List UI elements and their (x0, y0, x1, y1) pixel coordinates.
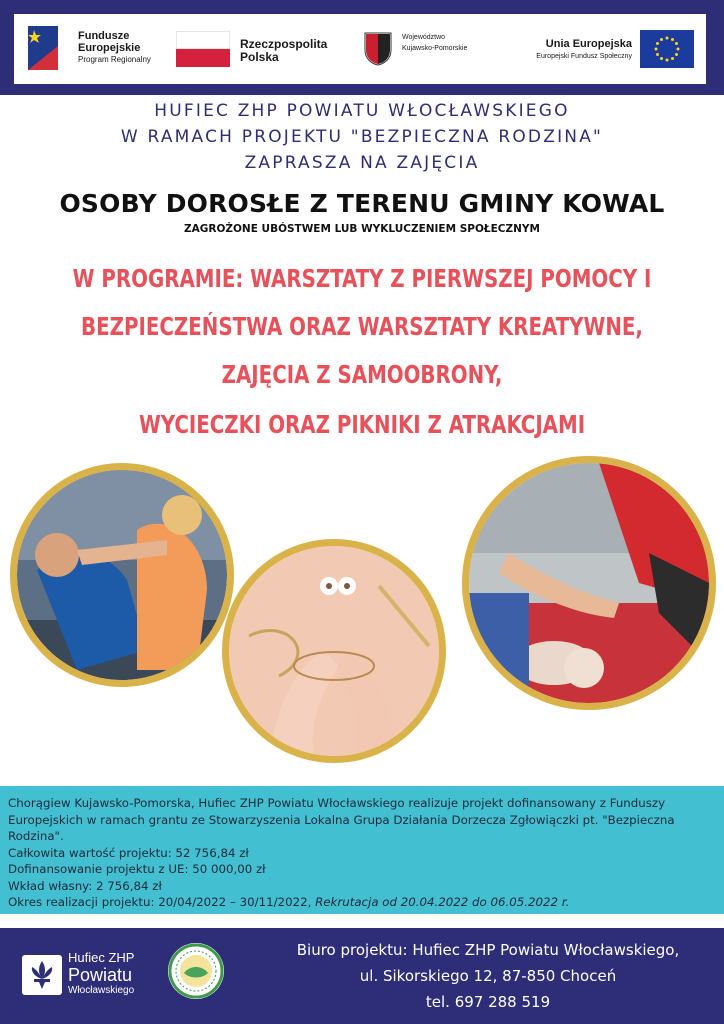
hufiec-line3: Włocławskiego (68, 985, 135, 996)
intro-line1: HUFIEC ZHP POWIATU WŁOCŁAWSKIEGO (154, 101, 570, 121)
scout-lily-logo (22, 955, 62, 995)
fundusze-europejskie-logo (26, 14, 176, 84)
project-period: Okres realizacji projektu: 20/04/2022 – 30/11/2022, (8, 895, 316, 909)
gold-ring-left (10, 463, 234, 687)
fe-title-line2: Europejskie (78, 42, 141, 54)
rp-line2: Polska (240, 50, 279, 64)
gold-ring-middle (222, 539, 446, 763)
lgd-emblem-icon (168, 943, 224, 999)
eu-flag-icon (640, 30, 694, 68)
fe-subtitle: Program Regionalny (78, 55, 151, 64)
gold-ring-right (462, 456, 716, 710)
intro-line3: ZAPRASZA NA ZAJĘCIA (244, 153, 480, 173)
project-own-contribution: Wkład własny: 2 756,84 zł (8, 878, 162, 893)
funding-logos-strip (14, 14, 706, 84)
fe-title-line1: Fundusze (78, 30, 130, 42)
hufiec-line1: Hufiec ZHP (68, 950, 135, 965)
audience-title: OSOBY DOROSŁE Z TERENU GMINY KOWAL (59, 189, 665, 218)
ue-subtitle: Europejski Fundusz Społeczny (536, 53, 632, 60)
fleur-de-lis-icon (22, 955, 62, 995)
program-line1: W PROGRAMIE: WARSZTATY Z PIERWSZEJ POMOCY I (72, 264, 652, 293)
program-line4: WYCIECZKI ORAZ PIKNIKI Z ATRAKCJAMI (138, 410, 586, 439)
project-period-line (8, 894, 720, 911)
program-line3: ZAJĘCIA Z SAMOOBRONY, (221, 360, 503, 389)
office-line1: Biuro projektu: Hufiec ZHP Powiatu Włocławskiego, (296, 941, 680, 959)
project-total-value: Całkowita wartość projektu: 52 756,84 zł (8, 845, 249, 860)
wk-line1: Województwo (402, 34, 446, 41)
office-address: ul. Sikorskiego 12, 87-850 Choceń (359, 967, 617, 985)
ue-title: Unia Europejska (545, 38, 632, 50)
polish-flag-icon (176, 31, 230, 67)
office-phone: tel. 697 288 519 (425, 993, 551, 1011)
intro-line2: W RAMACH PROJEKTU "BEZPIECZNA RODZINA" (120, 127, 604, 147)
project-info (8, 795, 720, 911)
hufiec-line2: Powiatu (68, 965, 133, 985)
project-description: Chorągiew Kujawsko-Pomorska, Hufiec ZHP Powiatu Włocławskiego realizuje projekt dofinansowany z Funduszy Europejskich w ramach grantu ze Stowarzyszenia Lokalna Grupa Działania Dorzecza Zgłowiączki pt. "Bezpieczna Rodzina". (8, 796, 675, 843)
rp-line1: Rzeczpospolita (240, 37, 328, 51)
program-line2: BEZPIECZEŃSTWA ORAZ WARSZTATY KREATYWNE, (81, 312, 643, 341)
project-recruitment: Rekrutacja od 20.04.2022 do 06.05.2022 r. (315, 895, 570, 909)
coat-of-arms-icon (364, 32, 392, 66)
hufiec-wordmark (68, 950, 134, 997)
audience-subtitle: ZAGROŻONE UBÓSTWEM LUB WYKLUCZENIEM SPOŁECZNYM (184, 223, 540, 235)
project-eu-funding: Dofinansowanie projektu z UE: 50 000,00 zł (8, 862, 266, 876)
wk-line2: Kujawsko-Pomorskie (402, 45, 468, 52)
lgd-badge-logo (168, 943, 224, 999)
fe-flag-icon (28, 26, 58, 70)
project-office (253, 937, 723, 1015)
